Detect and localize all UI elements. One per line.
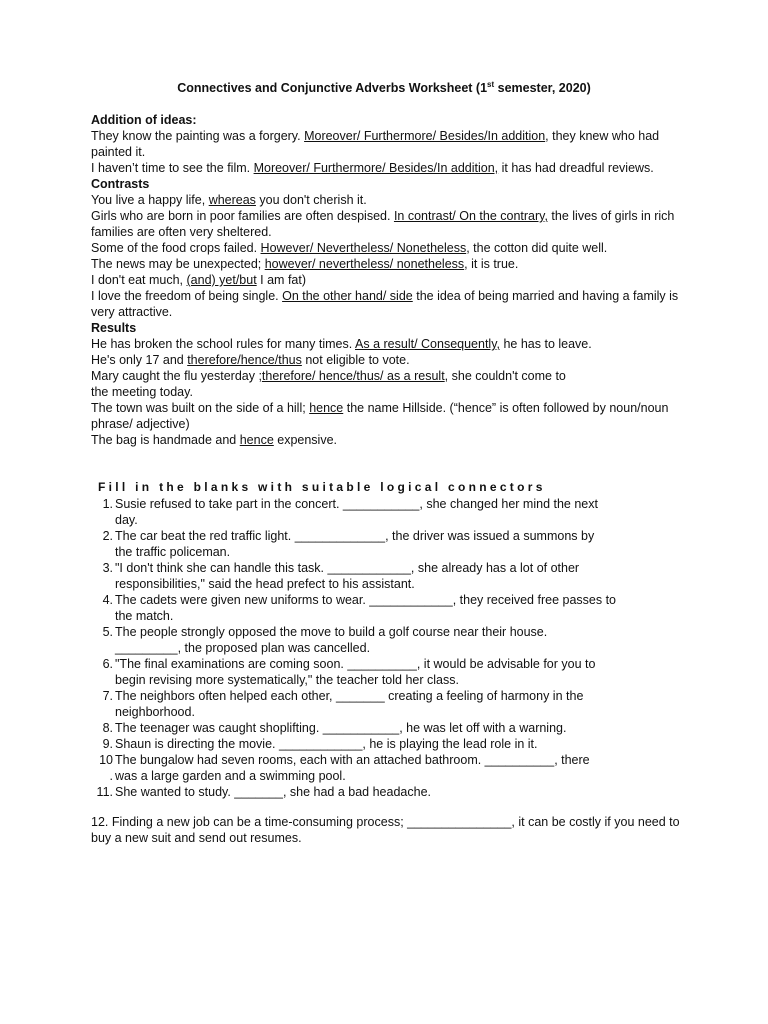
exercise-heading: Fill in the blanks with suitable logical connectors [98,480,546,494]
contrast-example-6: I love the freedom of being single. On the other hand/ side the idea of being married and having a family is very attractive. [91,289,679,319]
connector-underlined: In contrast/ On the contrary, [393,209,548,223]
item-text-cont: day. [115,513,138,527]
item-text-cont: the traffic policeman. [115,545,231,559]
item-text-cont: _________, the proposed plan was cancelled. [115,641,371,655]
item-text: The cadets were given new uniforms to wear. ____________, they received free passes to [115,593,616,607]
connector-underlined: (and) yet/but [186,273,257,287]
exercise-item [88,496,688,528]
addition-example-2: I haven’t time to see the film. Moreover/ Furthermore/ Besides/In addition, it has had dreadful reviews. [91,161,654,175]
result-example-2: He's only 17 and therefore/hence/thus not eligible to vote. [91,353,410,367]
item-text: The teenager was caught shoplifting. ___________, he was let off with a warning. [115,721,567,735]
item-number: 8. [102,721,113,735]
item-text: The people strongly opposed the move to build a golf course near their house. [115,625,548,639]
addition-example-1: They know the painting was a forgery. Moreover/ Furthermore/ Besides/In addition, they knew who had painted it. [91,129,660,159]
contrast-example-2: Girls who are born in poor families are often despised. In contrast/ On the contrary, the lives of girls in rich families are often very sheltered. [91,209,675,239]
connector-underlined: therefore/ hence/thus/ as a result [261,369,445,383]
worksheet-title [0,80,768,95]
connector-underlined: As a result/ Consequently, [355,337,500,351]
exercise-item [88,720,688,736]
connector-underlined: On the other hand/ side [282,289,413,303]
connector-underlined: therefore/hence/thus [187,353,302,367]
exercise-item [88,560,688,592]
connector-underlined: however/ nevertheless/ nonetheless [264,257,465,271]
contrast-example-4: The news may be unexpected; however/ nevertheless/ nonetheless, it is true. [91,257,519,271]
item-number: 7. [102,689,113,703]
exercise-item-12: 12. Finding a new job can be a time-consuming process; _______________, it can be costly if you need to buy a new suit and send out resumes. [91,815,680,845]
item-text-cont: begin revising more systematically," the teacher told her class. [115,673,459,687]
connector-underlined: Moreover/ Furthermore/ Besides/In addition, [253,161,499,175]
item-text-cont: neighborhood. [115,705,195,719]
results-heading: Results [91,321,137,335]
exercise-item [88,752,688,784]
item-text: The neighbors often helped each other, _______ creating a feeling of harmony in the [115,689,584,703]
result-example-5: The bag is handmade and hence expensive. [91,433,338,447]
item-text: Shaun is directing the movie. ____________, he is playing the lead role in it. [115,737,538,751]
exercise-item [88,784,688,800]
item-number: 11. [96,785,113,799]
connector-underlined: However/ Nevertheless/ Nonetheless [260,241,467,255]
exercise-item [88,656,688,688]
item-text-cont: responsibilities," said the head prefect to his assistant. [115,577,415,591]
item-number: 10 . [99,753,113,783]
contrast-example-5: I don't eat much, (and) yet/but I am fat) [91,273,307,287]
result-example-3: Mary caught the flu yesterday ;therefore/ hence/thus/ as a result, she couldn't come to [91,369,566,383]
examples-section [91,112,691,448]
item-number: 9. [102,737,113,751]
result-example-3-cont: the meeting today. [91,385,193,399]
result-example-1: He has broken the school rules for many times. As a result/ Consequently, he has to leave. [91,337,592,351]
item-number: 1. [102,497,113,511]
contrasts-heading: Contrasts [91,177,150,191]
item-text: The car beat the red traffic light. _____________, the driver was issued a summons by [115,529,595,543]
item-text: The bungalow had seven rooms, each with an attached bathroom. __________, there [115,753,590,767]
title-superscript: st [487,80,495,89]
item-text-cont: the match. [115,609,174,623]
result-example-4: The town was built on the side of a hill; hence the name Hillside. (“hence” is often followed by noun/noun phrase/ adjective) [91,401,669,431]
title-text-end: semester, 2020) [494,81,591,96]
item-text: "I don't think she can handle this task. ____________, she already has a lot of other [115,561,580,575]
connector-underlined: whereas [208,193,256,207]
item-number: 6. [102,657,113,671]
exercise-item [88,528,688,560]
exercise-item [88,624,688,656]
exercise-item [88,688,688,720]
item-number: 2. [102,529,113,543]
connector-underlined: hence [309,401,344,415]
connector-underlined: Moreover/ Furthermore/ Besides/In addition [304,129,546,143]
item-text: Susie refused to take part in the concert. ___________, she changed her mind the next [115,497,598,511]
title-text: Connectives and Conjunctive Adverbs Worksheet (1 [177,81,488,96]
item-text-cont: was a large garden and a swimming pool. [115,769,346,783]
item-text: She wanted to study. _______, she had a bad headache. [115,785,431,799]
exercise-item [88,736,688,752]
exercise-item [88,592,688,624]
contrast-example-3: Some of the food crops failed. However/ Nevertheless/ Nonetheless, the cotton did quite well. [91,241,608,255]
item-number: 3. [102,561,113,575]
item-text: "The final examinations are coming soon. __________, it would be advisable for you to [115,657,596,671]
connector-underlined: hence [239,433,274,447]
addition-heading: Addition of ideas: [91,113,197,127]
item-number: 5. [102,625,113,639]
item-number: 4. [102,593,113,607]
exercise-list [88,496,688,800]
contrast-example-1: You live a happy life, whereas you don't cherish it. [91,193,367,207]
